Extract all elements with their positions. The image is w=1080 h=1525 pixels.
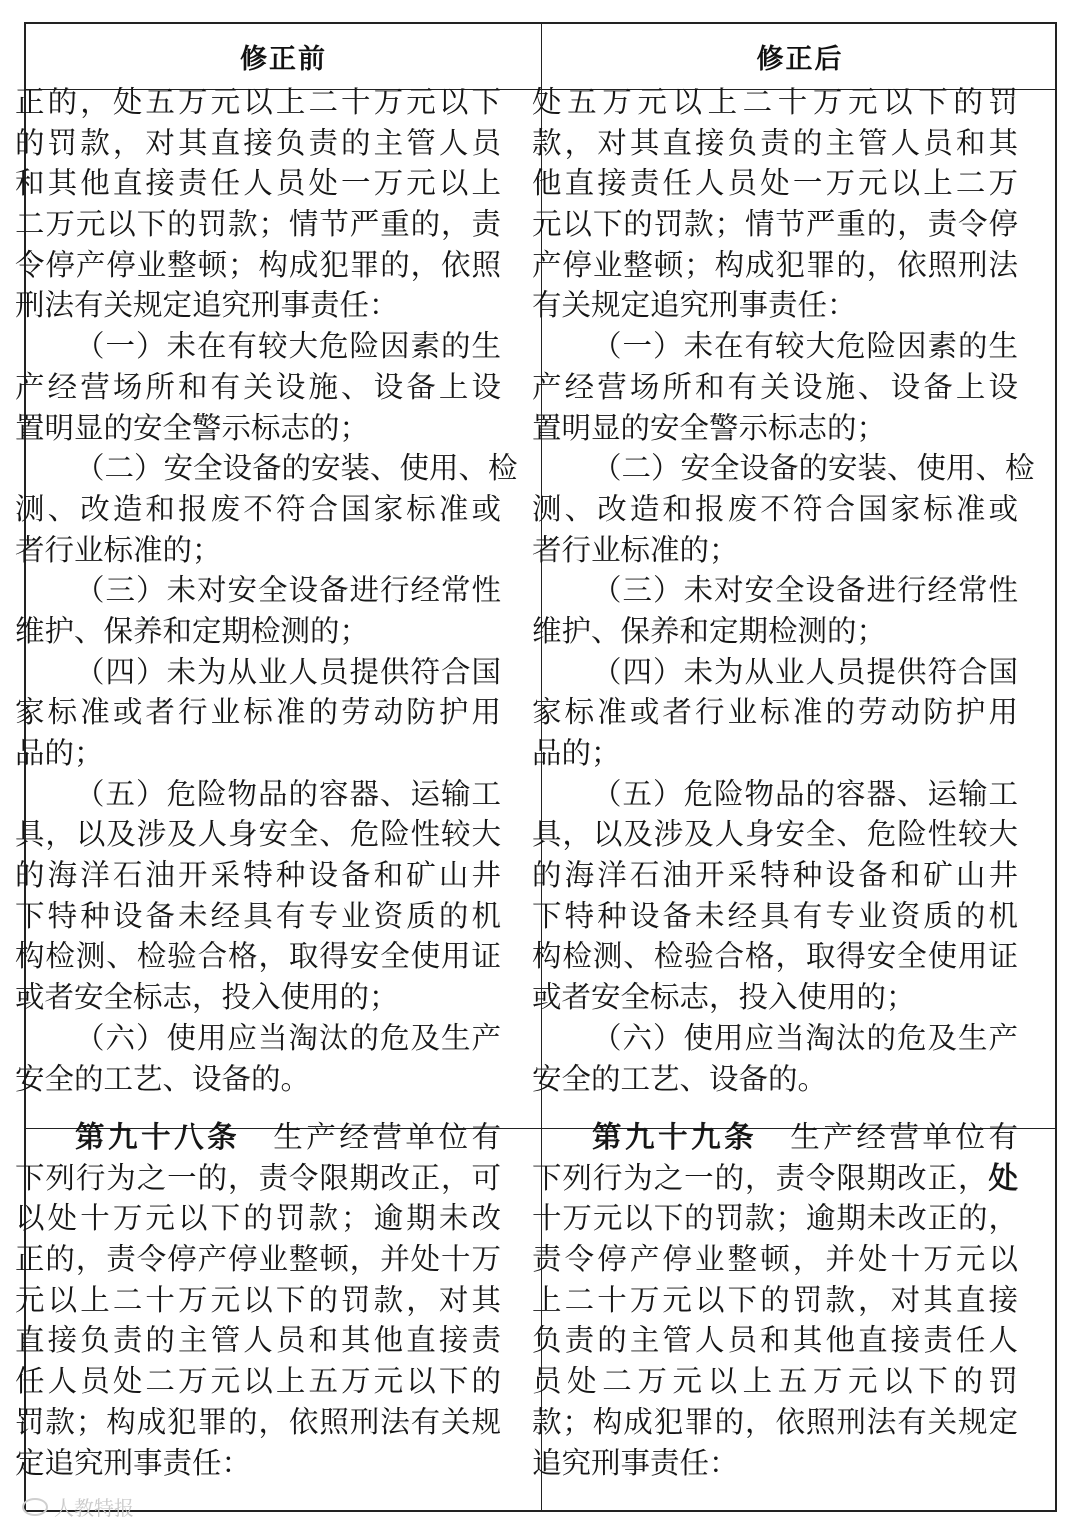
text-line: （二）安全设备的安装、使用、检: [75, 451, 518, 486]
text-line: 安全的工艺、设备的。: [15, 1061, 311, 1096]
text-line: 二万元以下的罚款；情节严重的，责: [15, 207, 501, 242]
article-line: 追究刑事责任：: [532, 1445, 739, 1480]
article-line: 下列行为之一的，责令限期改正，可: [15, 1160, 501, 1195]
amended-word: 处: [988, 1160, 1018, 1195]
text-line: 测、改造和报废不符合国家标准或: [15, 491, 501, 526]
text-line: 家标准或者行业标准的劳动防护用: [532, 695, 1018, 730]
article-line: 元以上二十万元以下的罚款，对其: [15, 1282, 501, 1317]
text-line: 令停产停业整顿；构成犯罪的，依照: [15, 247, 501, 282]
text-line: 有关规定追究刑事责任：: [532, 288, 857, 323]
article-line: 员处二万元以上五万元以下的罚: [532, 1364, 1018, 1399]
text-line: 家标准或者行业标准的劳动防护用: [15, 695, 501, 730]
text-line: 或者安全标志，投入使用的；: [532, 980, 916, 1015]
text-line: 产停业整顿；构成犯罪的，依照刑法: [532, 247, 1018, 282]
text-line: 置明显的安全警示标志的；: [532, 410, 887, 445]
article-line: 款；构成犯罪的，依照刑法有关规定: [532, 1404, 1018, 1439]
text-line: （五）危险物品的容器、运输工: [592, 776, 1018, 811]
text-line: 构检测、检验合格，取得安全使用证: [532, 939, 1018, 974]
text-line: （三）未对安全设备进行经常性: [75, 573, 501, 608]
text-line: 下特种设备未经具有专业资质的机: [15, 898, 501, 933]
article-line: 直接负责的主管人员和其他直接责: [15, 1323, 501, 1358]
text-line: 者行业标准的；: [15, 532, 222, 567]
text-line: 置明显的安全警示标志的；: [15, 410, 370, 445]
article-number: 第九十九条: [592, 1120, 758, 1154]
text-line: 和其他直接责任人员处一万元以上: [15, 166, 501, 201]
article-text: 生产经营单位有: [273, 1120, 501, 1154]
text-line: （四）未为从业人员提供符合国: [75, 654, 501, 689]
text-line: （五）危险物品的容器、运输工: [75, 776, 501, 811]
article-line: 十万元以下的罚款；逾期未改正的，: [532, 1201, 1018, 1236]
article-line: 罚款；构成犯罪的，依照刑法有关规: [15, 1404, 501, 1439]
article-line: 上二十万元以下的罚款，对其直接: [532, 1282, 1018, 1317]
article-line: 任人员处二万元以上五万元以下的: [15, 1364, 501, 1399]
article-line: [532, 1117, 1018, 1158]
text-line: 的海洋石油开采特种设备和矿山井: [532, 858, 1018, 893]
text-line: 具，以及涉及人身安全、危险性较大: [532, 817, 1018, 852]
before-article-98: [15, 1117, 501, 1483]
text-line: 产经营场所和有关设施、设备上设: [15, 369, 501, 404]
text-line: （一）未在有较大危险因素的生: [75, 329, 501, 364]
header-before: 修正前: [240, 44, 327, 75]
article-text: 下列行为之一的，责令限期改正，: [532, 1160, 989, 1195]
text-line: 元以下的罚款；情节严重的，责令停: [532, 207, 1018, 242]
text-line: 构检测、检验合格，取得安全使用证: [15, 939, 501, 974]
article-line: [532, 1158, 1018, 1199]
text-line: 维护、保养和定期检测的；: [532, 613, 887, 648]
text-line: 或者安全标志，投入使用的；: [15, 980, 399, 1015]
article-line: [15, 1117, 501, 1158]
text-line: （一）未在有较大危险因素的生: [592, 329, 1018, 364]
text-line: 正的，处五万元以上二十万元以下: [15, 85, 501, 119]
after-text-top: [532, 82, 1035, 1099]
text-line: （六）使用应当淘汰的危及生产: [592, 1020, 1018, 1055]
text-line: 品的；: [532, 736, 621, 770]
weibo-logo-icon: [22, 1498, 48, 1516]
text-line: （二）安全设备的安装、使用、检: [592, 451, 1035, 486]
article-line: 定追究刑事责任：: [15, 1445, 252, 1480]
text-line: 处五万元以上二十万元以下的罚: [532, 85, 1018, 119]
text-line: （三）未对安全设备进行经常性: [592, 573, 1018, 608]
article-number: 第九十八条: [75, 1120, 241, 1154]
text-line: 者行业标准的；: [532, 532, 739, 567]
text-line: 具，以及涉及人身安全、危险性较大: [15, 817, 501, 852]
article-text: 生产经营单位有: [790, 1120, 1018, 1154]
text-line: 的海洋石油开采特种设备和矿山井: [15, 858, 501, 893]
text-line: 款，对其直接负责的主管人员和其: [532, 125, 1018, 160]
article-line: 责令停产停业整顿，并处十万元以: [532, 1242, 1018, 1277]
text-line: 测、改造和报废不符合国家标准或: [532, 491, 1018, 526]
text-line: 产经营场所和有关设施、设备上设: [532, 369, 1018, 404]
text-line: 的罚款，对其直接负责的主管人员: [15, 125, 501, 160]
text-line: （六）使用应当淘汰的危及生产: [75, 1020, 501, 1055]
header-after: 修正后: [756, 44, 844, 75]
text-line: 他直接责任人员处一万元以上二万: [532, 166, 1018, 201]
article-line: 负责的主管人员和其他直接责任人: [532, 1323, 1018, 1358]
text-line: （四）未为从业人员提供符合国: [592, 654, 1018, 689]
after-article-99: [532, 1117, 1018, 1483]
watermark: [22, 1492, 134, 1521]
text-line: 品的；: [15, 736, 104, 770]
text-line: 刑法有关规定追究刑事责任：: [15, 288, 399, 323]
watermark-text: 人教特报: [54, 1496, 134, 1520]
text-line: 下特种设备未经具有专业资质的机: [532, 898, 1018, 933]
article-line: 以处十万元以下的罚款；逾期未改: [15, 1201, 501, 1236]
before-text-top: [15, 82, 518, 1099]
article-line: 正的，责令停产停业整顿，并处十万: [15, 1242, 501, 1277]
text-line: 安全的工艺、设备的。: [532, 1061, 828, 1096]
text-line: 维护、保养和定期检测的；: [15, 613, 370, 648]
